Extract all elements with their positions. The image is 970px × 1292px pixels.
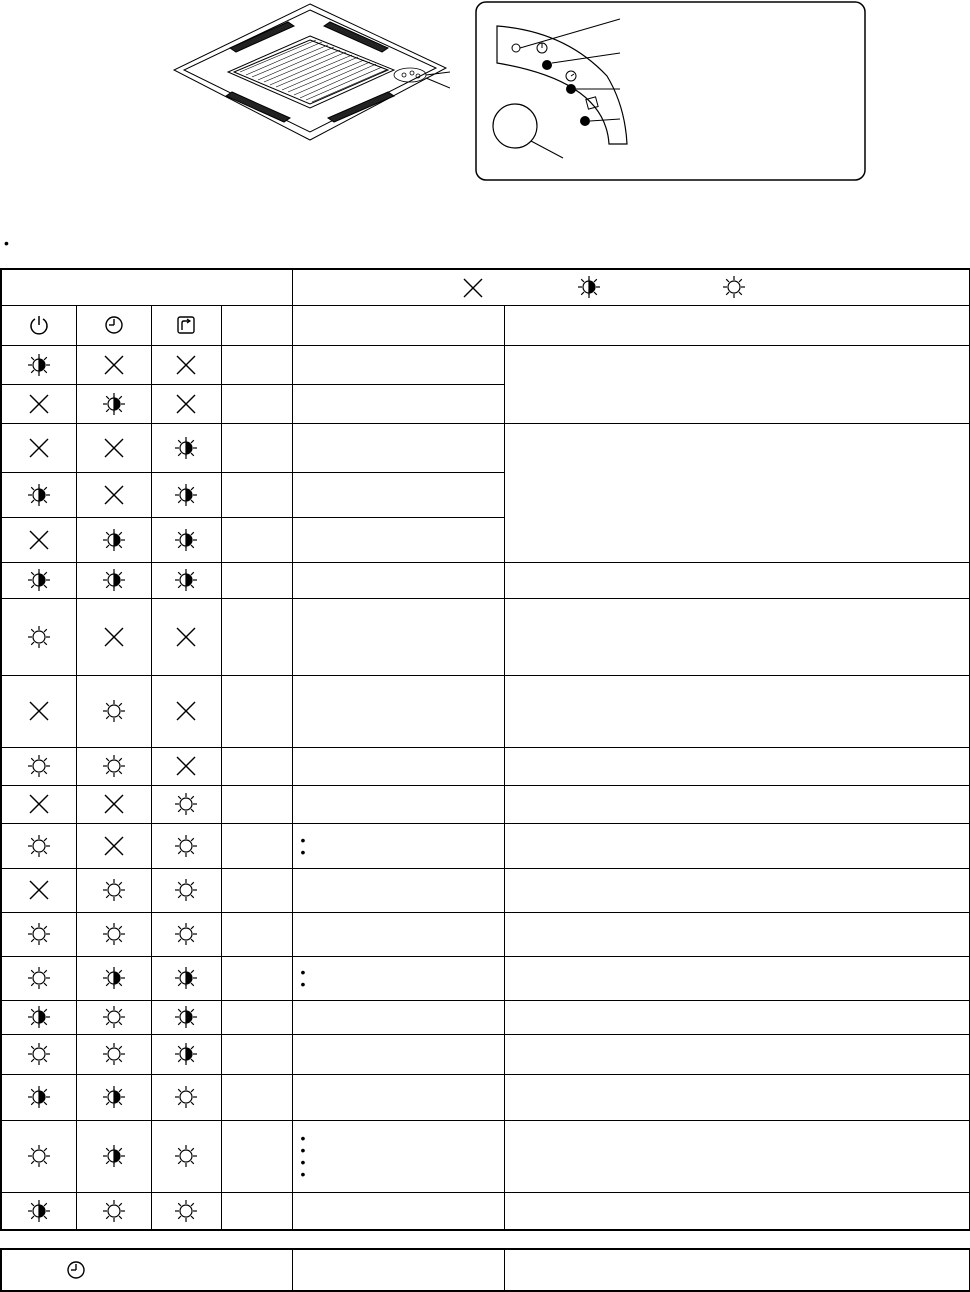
timer-indicator-cell	[76, 1034, 151, 1074]
description-cell	[504, 1074, 970, 1120]
power-indicator-cell	[1, 823, 76, 868]
code-cell	[221, 384, 292, 423]
description-cell	[504, 598, 970, 675]
status-cell	[292, 345, 504, 384]
timer-indicator-cell	[76, 956, 151, 1000]
table-row	[1, 912, 970, 956]
half-filled-sun-icon	[102, 1085, 126, 1109]
status-cell	[292, 472, 504, 517]
status-cell	[292, 956, 504, 1000]
status-cell	[292, 1192, 504, 1230]
status-cell	[292, 384, 504, 423]
cross-symbol-icon	[27, 392, 51, 416]
half-filled-sun-icon	[27, 568, 51, 592]
cross-symbol-icon	[27, 792, 51, 816]
status-cell	[292, 1034, 504, 1074]
cross-symbol-icon	[102, 792, 126, 816]
bullet-marker: •	[300, 1142, 306, 1158]
footer-mid-cell	[292, 1249, 504, 1291]
code-cell	[221, 675, 292, 747]
code-cell	[221, 1192, 292, 1230]
power-indicator-cell	[1, 472, 76, 517]
filter-indicator-cell	[151, 823, 221, 868]
sun-icon	[27, 922, 51, 946]
filter-indicator-cell	[151, 675, 221, 747]
legend-left-cell	[1, 269, 292, 305]
description-cell	[504, 823, 970, 868]
header-mid-cell	[292, 305, 504, 345]
timer-indicator-cell	[76, 1120, 151, 1192]
bullet-marker: •	[4, 235, 9, 251]
filter-indicator-cell	[151, 1120, 221, 1192]
power-indicator-cell	[1, 1000, 76, 1034]
table-row	[1, 1074, 970, 1120]
header-icon-row	[1, 305, 970, 345]
code-cell	[221, 823, 292, 868]
timer-indicator-cell	[76, 1074, 151, 1120]
table-row	[1, 1192, 970, 1230]
timer-indicator-cell	[76, 472, 151, 517]
sun-icon	[102, 754, 126, 778]
half-filled-sun-icon	[174, 528, 198, 552]
table-row	[1, 562, 970, 598]
power-indicator-cell	[1, 1034, 76, 1074]
description-cell	[504, 1000, 970, 1034]
cross-symbol-icon	[174, 625, 198, 649]
sun-icon	[27, 834, 51, 858]
timer-clock-icon	[102, 313, 126, 337]
power-indicator-cell	[1, 423, 76, 472]
table-row	[1, 675, 970, 747]
half-filled-sun-icon	[174, 1042, 198, 1066]
power-indicator-cell	[1, 384, 76, 423]
status-cell	[292, 823, 504, 868]
timer-indicator-cell	[76, 517, 151, 562]
cross-symbol-icon	[461, 276, 485, 300]
sun-icon	[174, 834, 198, 858]
power-indicator-cell	[1, 785, 76, 823]
timer-indicator-cell	[76, 747, 151, 785]
sun-icon	[174, 1199, 198, 1223]
footer-icon-cell	[1, 1249, 292, 1291]
footer-row	[1, 1249, 970, 1291]
half-filled-sun-icon	[102, 568, 126, 592]
filter-indicator-cell	[151, 598, 221, 675]
bullet-marker: •	[300, 1154, 306, 1170]
bullet-marker: •	[300, 964, 306, 980]
sun-icon	[27, 754, 51, 778]
code-cell	[221, 472, 292, 517]
filter-indicator-cell	[151, 747, 221, 785]
bullet-marker: •	[300, 1166, 306, 1182]
cross-symbol-icon	[102, 625, 126, 649]
power-column-header	[1, 305, 76, 345]
table-row	[1, 785, 970, 823]
status-cell	[292, 1074, 504, 1120]
description-cell	[504, 1120, 970, 1192]
timer-indicator-cell	[76, 345, 151, 384]
code-cell	[221, 868, 292, 912]
status-cell	[292, 1120, 504, 1192]
sun-icon	[102, 1042, 126, 1066]
timer-clock-icon	[64, 1258, 88, 1282]
code-cell	[221, 598, 292, 675]
half-filled-sun-icon	[27, 1085, 51, 1109]
status-cell	[292, 1000, 504, 1034]
control-panel-callout	[475, 1, 867, 182]
table-row	[1, 1034, 970, 1074]
sun-icon	[174, 1144, 198, 1168]
cross-symbol-icon	[102, 436, 126, 460]
filter-indicator-cell	[151, 868, 221, 912]
code-cell	[221, 785, 292, 823]
cross-symbol-icon	[174, 353, 198, 377]
sun-icon	[102, 878, 126, 902]
description-cell	[504, 1034, 970, 1074]
description-cell	[504, 956, 970, 1000]
filter-indicator-cell	[151, 912, 221, 956]
power-indicator-cell	[1, 345, 76, 384]
filter-indicator-cell	[151, 517, 221, 562]
timer-indicator-cell	[76, 785, 151, 823]
filter-indicator-cell	[151, 423, 221, 472]
indicator-status-table	[0, 268, 970, 1231]
code-cell	[221, 423, 292, 472]
code-cell	[221, 345, 292, 384]
cross-symbol-icon	[27, 878, 51, 902]
description-cell	[504, 912, 970, 956]
description-cell	[504, 868, 970, 912]
filter-indicator-cell	[151, 956, 221, 1000]
half-filled-sun-icon	[102, 966, 126, 990]
half-filled-sun-icon	[27, 483, 51, 507]
header-blank-cell	[221, 305, 292, 345]
description-cell	[504, 345, 970, 423]
cross-symbol-icon	[174, 392, 198, 416]
description-cell	[504, 423, 970, 562]
cross-symbol-icon	[102, 834, 126, 858]
legend-row	[1, 269, 970, 305]
status-cell	[292, 423, 504, 472]
status-cell	[292, 598, 504, 675]
power-indicator-cell	[1, 956, 76, 1000]
timer-indicator-cell	[76, 423, 151, 472]
timer-column-header	[76, 305, 151, 345]
half-filled-sun-icon	[577, 275, 601, 299]
table-row	[1, 823, 970, 868]
bullet-marker: •	[300, 843, 306, 860]
status-cell	[292, 912, 504, 956]
timer-indicator-cell	[76, 384, 151, 423]
cross-symbol-icon	[174, 754, 198, 778]
sun-icon	[27, 1042, 51, 1066]
code-cell	[221, 1034, 292, 1074]
table-row	[1, 868, 970, 912]
cross-symbol-icon	[174, 699, 198, 723]
header-right-cell	[504, 305, 970, 345]
cross-symbol-icon	[27, 699, 51, 723]
power-indicator-cell	[1, 517, 76, 562]
cross-symbol-icon	[102, 483, 126, 507]
bullet-marker: •	[300, 831, 306, 848]
filter-indicator-cell	[151, 1192, 221, 1230]
sun-icon	[102, 1005, 126, 1029]
filter-indicator-cell	[151, 345, 221, 384]
cassette-unit-illustration	[170, 0, 450, 145]
table-row	[1, 747, 970, 785]
code-cell	[221, 956, 292, 1000]
bullet-marker: •	[300, 1130, 306, 1146]
timer-indicator-cell	[76, 868, 151, 912]
power-indicator-cell	[1, 1074, 76, 1120]
half-filled-sun-icon	[102, 528, 126, 552]
timer-indicator-cell	[76, 1000, 151, 1034]
power-icon	[27, 313, 51, 337]
power-indicator-cell	[1, 868, 76, 912]
power-indicator-cell	[1, 562, 76, 598]
sun-icon	[102, 922, 126, 946]
power-indicator-cell	[1, 598, 76, 675]
description-cell	[504, 562, 970, 598]
table-row	[1, 1120, 970, 1192]
half-filled-sun-icon	[27, 353, 51, 377]
half-filled-sun-icon	[102, 1144, 126, 1168]
description-cell	[504, 1192, 970, 1230]
sun-icon	[102, 699, 126, 723]
timer-indicator-cell	[76, 823, 151, 868]
half-filled-sun-icon	[174, 568, 198, 592]
description-cell	[504, 747, 970, 785]
code-cell	[221, 747, 292, 785]
filter-indicator-cell	[151, 1074, 221, 1120]
filter-indicator-cell	[151, 472, 221, 517]
half-filled-sun-icon	[102, 392, 126, 416]
filter-indicator-cell	[151, 1034, 221, 1074]
filter-indicator-cell	[151, 562, 221, 598]
filter-column-header	[151, 305, 221, 345]
timer-indicator-cell	[76, 912, 151, 956]
half-filled-sun-icon	[174, 436, 198, 460]
status-cell	[292, 747, 504, 785]
status-cell	[292, 517, 504, 562]
filter-icon	[174, 313, 198, 337]
sun-icon	[174, 792, 198, 816]
legend-cell	[292, 269, 970, 305]
status-cell	[292, 562, 504, 598]
half-filled-sun-icon	[174, 1005, 198, 1029]
description-cell	[504, 675, 970, 747]
half-filled-sun-icon	[27, 1199, 51, 1223]
footer-right-cell	[504, 1249, 970, 1291]
table-row	[1, 956, 970, 1000]
filter-indicator-cell	[151, 1000, 221, 1034]
sun-icon	[174, 878, 198, 902]
table-row	[1, 345, 970, 384]
cross-symbol-icon	[27, 528, 51, 552]
sun-icon	[27, 1144, 51, 1168]
code-cell	[221, 1120, 292, 1192]
table-row	[1, 1000, 970, 1034]
table-row	[1, 598, 970, 675]
bullet-marker: •	[300, 976, 306, 992]
half-filled-sun-icon	[174, 966, 198, 990]
code-cell	[221, 1000, 292, 1034]
sun-icon	[174, 1085, 198, 1109]
timer-indicator-cell	[76, 675, 151, 747]
power-indicator-cell	[1, 1120, 76, 1192]
status-cell	[292, 675, 504, 747]
status-cell	[292, 785, 504, 823]
footer-table	[0, 1248, 970, 1292]
filter-indicator-cell	[151, 785, 221, 823]
sun-icon	[27, 966, 51, 990]
power-indicator-cell	[1, 747, 76, 785]
cross-symbol-icon	[27, 436, 51, 460]
sun-icon	[722, 275, 746, 299]
description-cell	[504, 785, 970, 823]
half-filled-sun-icon	[27, 1005, 51, 1029]
sun-icon	[174, 922, 198, 946]
status-cell	[292, 868, 504, 912]
code-cell	[221, 517, 292, 562]
code-cell	[221, 562, 292, 598]
filter-indicator-cell	[151, 384, 221, 423]
timer-indicator-cell	[76, 1192, 151, 1230]
power-indicator-cell	[1, 912, 76, 956]
code-cell	[221, 912, 292, 956]
power-indicator-cell	[1, 1192, 76, 1230]
timer-indicator-cell	[76, 598, 151, 675]
half-filled-sun-icon	[174, 483, 198, 507]
cross-symbol-icon	[102, 353, 126, 377]
sun-icon	[102, 1199, 126, 1223]
table-row	[1, 423, 970, 472]
power-indicator-cell	[1, 675, 76, 747]
sun-icon	[27, 625, 51, 649]
timer-indicator-cell	[76, 562, 151, 598]
code-cell	[221, 1074, 292, 1120]
